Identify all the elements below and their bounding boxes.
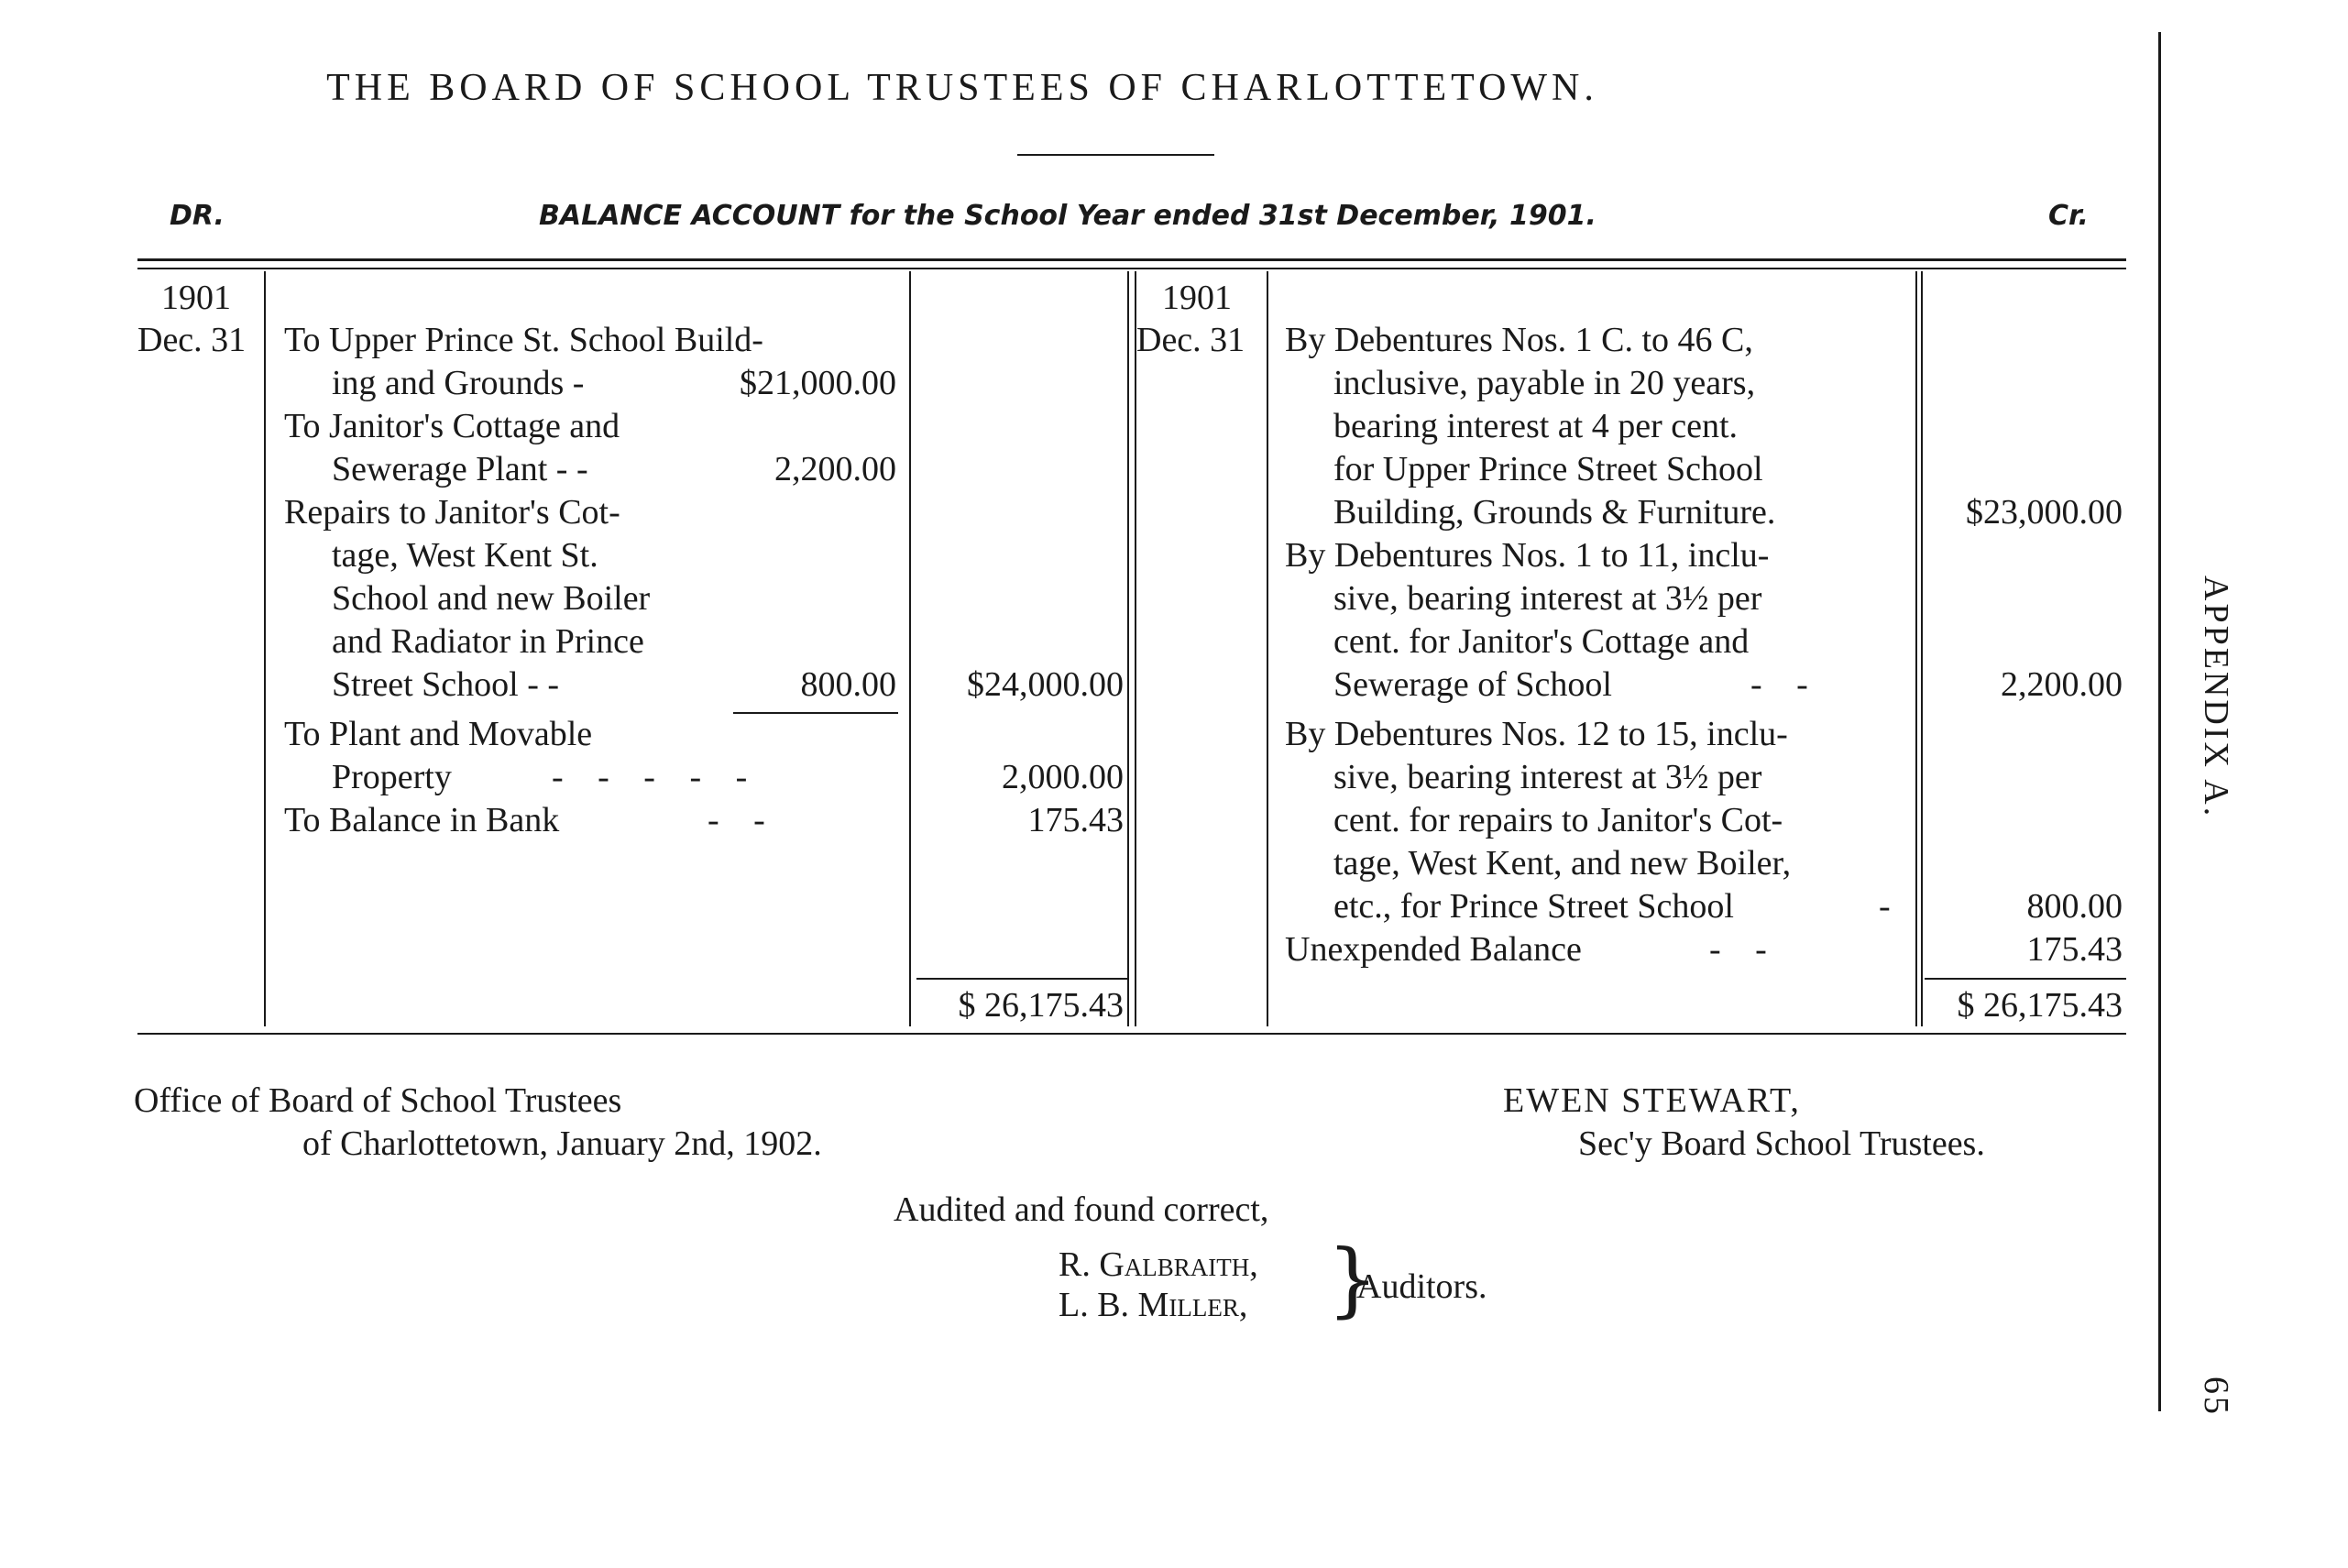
credit-amount: 800.00 xyxy=(2026,887,2123,926)
center-divider-2 xyxy=(1135,271,1136,1026)
cr-label: Cr. xyxy=(2048,200,2089,232)
credit-amount: $23,000.00 xyxy=(1966,493,2123,532)
debit-amount-divider xyxy=(909,271,911,1026)
credit-line: bearing interest at 4 per cent. xyxy=(1333,407,1739,445)
credit-line: for Upper Prince Street School xyxy=(1333,450,1763,488)
debit-line: Sewerage Plant - - xyxy=(332,450,588,488)
debit-sub-amount: 2,200.00 xyxy=(774,450,896,488)
credit-amount-divider xyxy=(1915,271,1917,1026)
debit-line: ing and Grounds - xyxy=(332,364,585,402)
debit-amount: 175.43 xyxy=(1027,801,1124,839)
debit-line: Repairs to Janitor's Cot- xyxy=(284,493,620,532)
credit-date: Dec. 31 xyxy=(1136,321,1245,359)
credit-line: sive, bearing interest at 3½ per xyxy=(1333,579,1762,618)
credit-line: sive, bearing interest at 3½ per xyxy=(1333,758,1762,796)
debit-line: School and new Boiler xyxy=(332,579,651,618)
auditors-label: Auditors. xyxy=(1356,1267,1487,1306)
right-margin-rule xyxy=(2158,32,2161,1411)
credit-leader-dashes: - xyxy=(1879,887,1904,926)
debit-sub-amount: 800.00 xyxy=(800,665,896,704)
debit-line: To Upper Prince St. School Build- xyxy=(284,321,763,359)
credit-year: 1901 xyxy=(1162,279,1232,317)
debit-line: To Janitor's Cottage and xyxy=(284,407,620,445)
credit-leader-dashes: - - xyxy=(1709,930,1780,969)
debit-subtotal-rule xyxy=(733,712,898,714)
credit-line: inclusive, payable in 20 years, xyxy=(1333,364,1756,402)
credit-amount: 2,200.00 xyxy=(2001,665,2123,704)
office-line-2: of Charlottetown, January 2nd, 1902. xyxy=(302,1124,822,1163)
credit-amount-divider-2 xyxy=(1921,271,1923,1026)
credit-leader-dashes: - - xyxy=(1750,665,1821,704)
debit-line: To Balance in Bank xyxy=(284,801,560,839)
signer-name: EWEN STEWART, xyxy=(1503,1081,1801,1120)
debit-leader-dashes: - - xyxy=(708,801,778,839)
page-number: 65 xyxy=(2197,1376,2235,1417)
credit-line: Sewerage of School xyxy=(1333,665,1612,704)
credit-line: etc., for Prince Street School xyxy=(1333,887,1734,926)
balance-ledger xyxy=(137,258,2126,1036)
auditors-brace: } xyxy=(1327,1232,1378,1326)
debit-line: and Radiator in Prince xyxy=(332,622,644,661)
debit-line: tage, West Kent St. xyxy=(332,536,598,575)
debit-amount: $24,000.00 xyxy=(967,665,1124,704)
office-line-1: Office of Board of School Trustees xyxy=(134,1081,622,1120)
balance-account-heading: BALANCE ACCOUNT for the School Year ended 31st December, 1901. xyxy=(539,200,1596,232)
auditor-name: L. B. Miller, xyxy=(1059,1286,1248,1324)
ledger-bottom-rule xyxy=(137,1033,2126,1035)
debit-line: To Plant and Movable xyxy=(284,715,593,753)
debit-amount: 2,000.00 xyxy=(1002,758,1124,796)
dr-label: DR. xyxy=(170,200,225,232)
debit-leader-dashes: - - - - - xyxy=(552,758,761,796)
audited-statement: Audited and found correct, xyxy=(894,1190,1269,1229)
debit-date-divider xyxy=(264,271,266,1026)
credit-line: tage, West Kent, and new Boiler, xyxy=(1333,844,1792,883)
credit-line: By Debentures Nos. 1 to 11, inclu- xyxy=(1285,536,1770,575)
credit-line: cent. for repairs to Janitor's Cot- xyxy=(1333,801,1783,839)
title-underline xyxy=(1017,154,1214,156)
debit-total: $ 26,175.43 xyxy=(958,986,1124,1025)
debit-total-rule xyxy=(916,978,1127,980)
credit-line: By Debentures Nos. 1 C. to 46 C, xyxy=(1285,321,1753,359)
page-title: THE BOARD OF SCHOOL TRUSTEES OF CHARLOTTETOWN. xyxy=(326,67,1598,109)
credit-amount: 175.43 xyxy=(2026,930,2123,969)
credit-line: Unexpended Balance xyxy=(1285,930,1582,969)
appendix-label: APPENDIX A. xyxy=(2197,576,2235,819)
center-divider-1 xyxy=(1127,271,1129,1026)
auditor-name: R. Galbraith, xyxy=(1059,1245,1258,1284)
debit-date: Dec. 31 xyxy=(137,321,247,359)
ledger-top-rule-2 xyxy=(137,268,2126,269)
credit-date-divider xyxy=(1267,271,1268,1026)
signer-title: Sec'y Board School Trustees. xyxy=(1578,1124,1985,1163)
credit-line: By Debentures Nos. 12 to 15, inclu- xyxy=(1285,715,1788,753)
ledger-top-rule xyxy=(137,258,2126,261)
debit-sub-amount: $21,000.00 xyxy=(740,364,896,402)
credit-total-rule xyxy=(1925,978,2126,980)
credit-total: $ 26,175.43 xyxy=(1957,986,2123,1025)
credit-line: cent. for Janitor's Cottage and xyxy=(1333,622,1750,661)
credit-line: Building, Grounds & Furniture. xyxy=(1333,493,1776,532)
debit-year: 1901 xyxy=(161,279,231,317)
debit-line: Property xyxy=(332,758,452,796)
debit-line: Street School - - xyxy=(332,665,560,704)
